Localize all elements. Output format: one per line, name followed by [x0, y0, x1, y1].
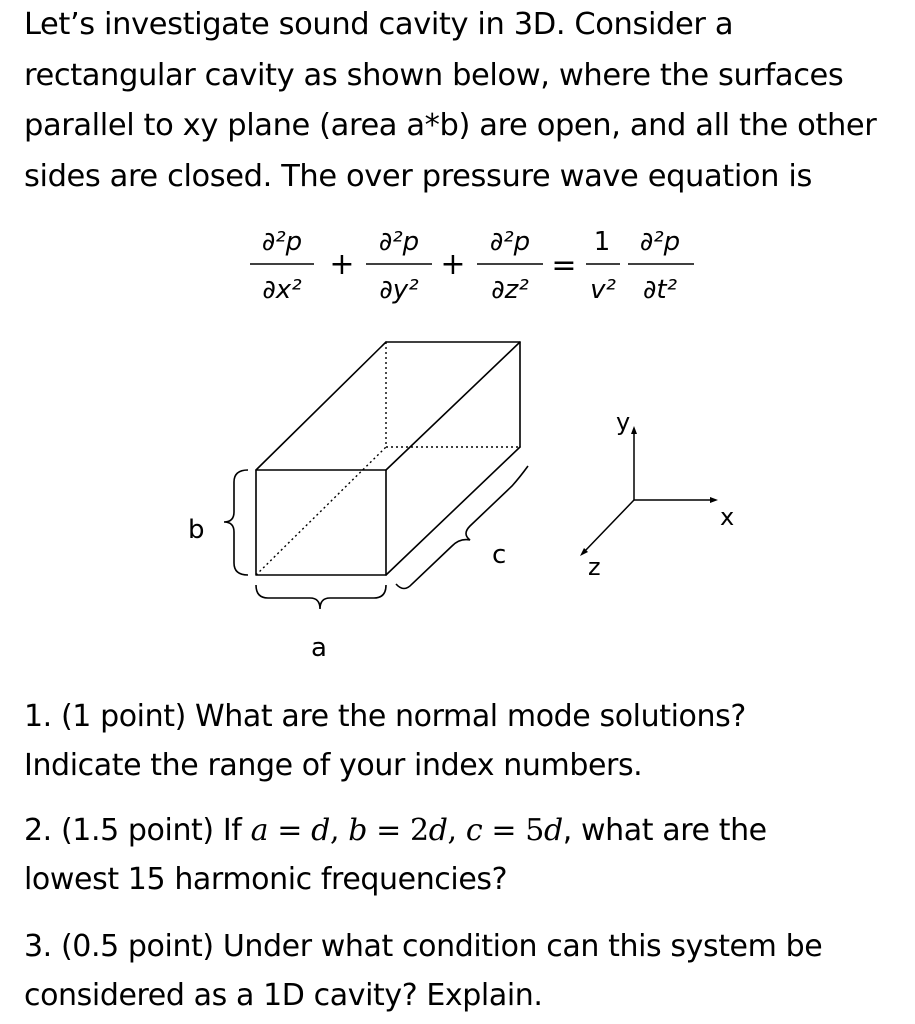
eq-1: = — [268, 813, 312, 848]
hidden-diagonal-edge — [256, 447, 386, 575]
intro-line-4: sides are closed. The over pressure wave equation is — [24, 158, 812, 194]
term-1-numerator: ∂²p — [261, 227, 303, 257]
axis-y-arrowhead — [631, 426, 637, 434]
cavity-figure — [160, 330, 760, 670]
label-c: c — [492, 540, 507, 570]
axis-z-line — [584, 500, 634, 552]
question-2-prefix: 2. (1.5 point) If — [24, 813, 251, 848]
brace-b — [224, 470, 248, 575]
term-3-numerator: ∂²p — [489, 227, 531, 257]
intro-line-2: rectangular cavity as shown below, where the surfaces — [24, 57, 844, 93]
question-1-line-1: 1. (1 point) What are the normal mode solutions? — [24, 699, 746, 734]
rhs-numerator: ∂²p — [639, 227, 681, 257]
var-d-1: d — [311, 813, 330, 848]
question-3-line-1: 3. (0.5 point) Under what condition can this system be — [24, 929, 823, 964]
label-axis-z: z — [588, 553, 601, 581]
label-a: a — [311, 633, 327, 663]
plus-sign-1: + — [329, 247, 355, 282]
sep-2: , — [447, 813, 466, 848]
top-right-edge — [386, 342, 520, 470]
term-3-denominator: ∂z² — [491, 275, 529, 305]
plus-sign-2: + — [440, 247, 466, 282]
term-1-denominator: ∂x² — [262, 275, 302, 305]
term-2-numerator: ∂²p — [378, 227, 420, 257]
top-left-edge — [256, 342, 386, 470]
label-axis-y: y — [616, 408, 631, 436]
question-3-line-2: considered as a 1D cavity? Explain. — [24, 978, 543, 1013]
brace-c — [396, 466, 528, 589]
axis-x-arrowhead — [710, 497, 718, 503]
question-2-line-1 — [24, 813, 767, 848]
label-b: b — [188, 515, 205, 545]
equals-sign: = — [551, 248, 577, 283]
intro-line-3: parallel to xy plane (area a*b) are open, and all the other — [24, 108, 877, 143]
eq-3: = 5 — [482, 813, 544, 848]
question-1 — [24, 692, 909, 790]
intro-paragraph — [24, 0, 909, 202]
question-2-line-2: lowest 15 harmonic frequencies? — [24, 862, 508, 897]
var-a: a — [250, 813, 269, 848]
term-2-denominator: ∂y² — [379, 275, 419, 305]
var-b: b — [348, 813, 368, 848]
eq-2: = 2 — [367, 813, 429, 848]
sep-1: , — [329, 813, 349, 848]
rhs-coefficient-numerator: 1 — [593, 227, 611, 257]
intro-line-1: Let’s investigate sound cavity in 3D. Consider a — [24, 7, 734, 42]
rhs-coefficient-denominator: v² — [590, 275, 616, 305]
var-c: c — [465, 813, 483, 848]
back-face-edges — [386, 342, 520, 447]
rhs-denominator: ∂t² — [642, 275, 678, 305]
var-d-2: d — [428, 813, 448, 848]
question-3 — [24, 922, 909, 1020]
question-1-line-2: Indicate the range of your index numbers. — [24, 748, 643, 783]
question-2 — [24, 806, 909, 904]
question-2-suffix: , what are the — [562, 813, 767, 848]
brace-a — [256, 585, 386, 609]
wave-equation — [248, 222, 708, 312]
label-axis-x: x — [720, 503, 735, 531]
front-face — [256, 470, 386, 575]
var-d-3: d — [543, 813, 563, 848]
